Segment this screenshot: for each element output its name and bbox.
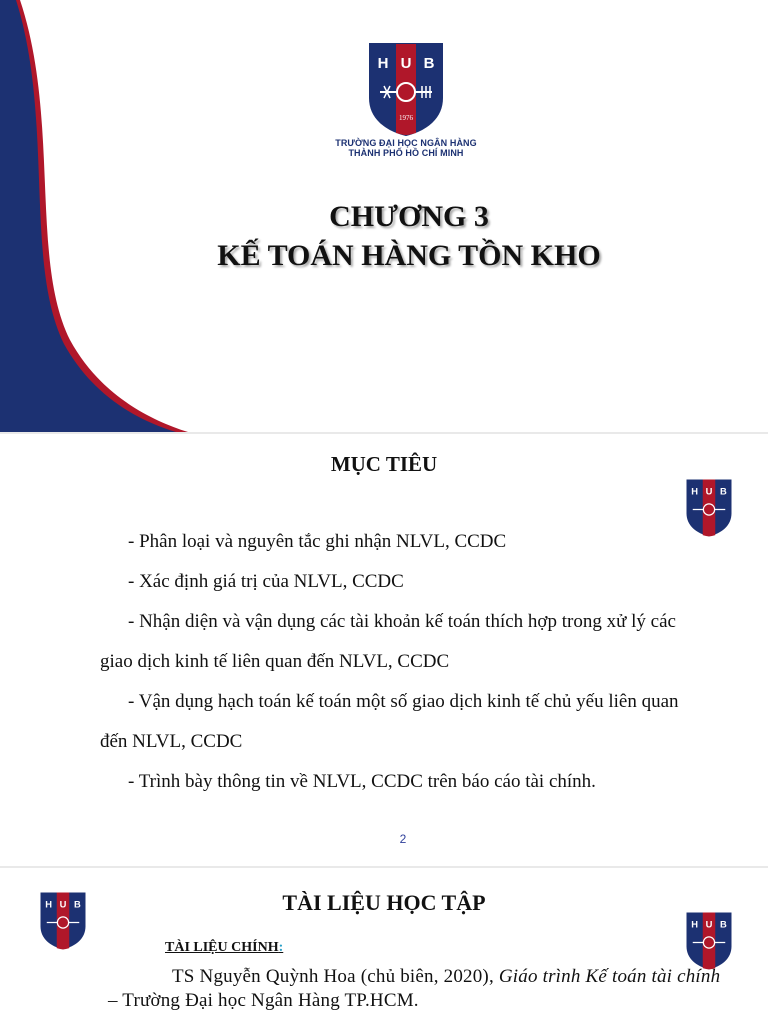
title-slide bbox=[0, 0, 768, 432]
logo-letter-h: H bbox=[691, 486, 699, 497]
reference-publisher: – Trường Đại học Ngân Hàng TP.HCM. bbox=[108, 990, 419, 1011]
hub-logo-small bbox=[684, 908, 734, 972]
page-number: 2 bbox=[399, 832, 407, 846]
reference-author: TS Nguyễn Quỳnh Hoa (chủ biên, 2020), bbox=[172, 966, 499, 987]
reference-book-title: Giáo trình Kế toán tài chính bbox=[498, 966, 721, 987]
objectives-slide bbox=[0, 434, 768, 866]
materials-heading: TÀI LIỆU HỌC TẬP bbox=[282, 890, 486, 915]
objective-item: - Xác định giá trị của NLVL, CCDC bbox=[128, 571, 404, 592]
logo-letter-u: U bbox=[705, 919, 713, 930]
logo-letter-b: B bbox=[423, 55, 435, 72]
logo-letter-u: U bbox=[705, 486, 713, 497]
main-reference-label bbox=[165, 940, 283, 956]
objectives-heading: MỤC TIÊU bbox=[330, 452, 438, 476]
main-reference-text bbox=[108, 965, 728, 1013]
logo-letter-b: B bbox=[73, 899, 81, 910]
university-name-line1: TRƯỜNG ĐẠI HỌC NGÂN HÀNG bbox=[335, 138, 477, 148]
logo-letter-h: H bbox=[377, 55, 389, 72]
main-reference-colon: : bbox=[278, 940, 284, 955]
logo-year: 1976 bbox=[399, 114, 413, 122]
chapter-number: CHƯƠNG 3 bbox=[329, 200, 489, 233]
objective-item: - Phân loại và nguyên tắc ghi nhận NLVL, CCDC bbox=[128, 531, 507, 552]
objective-item: - Trình bày thông tin về NLVL, CCDC trên báo cáo tài chính. bbox=[128, 771, 596, 792]
logo-letter-h: H bbox=[45, 899, 53, 910]
hub-logo bbox=[366, 40, 446, 136]
main-reference-label-text: TÀI LIỆU CHÍNH bbox=[165, 940, 279, 955]
chapter-title: KẾ TOÁN HÀNG TỒN KHO bbox=[217, 239, 601, 272]
logo-letter-u: U bbox=[400, 55, 412, 72]
materials-slide bbox=[0, 868, 768, 1024]
logo-letter-b: B bbox=[719, 486, 727, 497]
objective-item: - Vận dụng hạch toán kế toán một số giao dịch kinh tế chủ yếu liên quan đến NLVL, CCDC bbox=[100, 691, 679, 752]
logo-letter-b: B bbox=[719, 919, 727, 930]
logo-letter-u: U bbox=[59, 899, 67, 910]
objective-item: - Nhận diện và vận dụng các tài khoản kế toán thích hợp trong xử lý các giao dịch kinh tế liên quan đến NLVL, CCDC bbox=[100, 611, 676, 672]
university-name-line2: THÀNH PHỐ HỒ CHÍ MINH bbox=[348, 148, 464, 158]
logo-letter-h: H bbox=[691, 919, 699, 930]
objectives-list bbox=[100, 522, 710, 802]
